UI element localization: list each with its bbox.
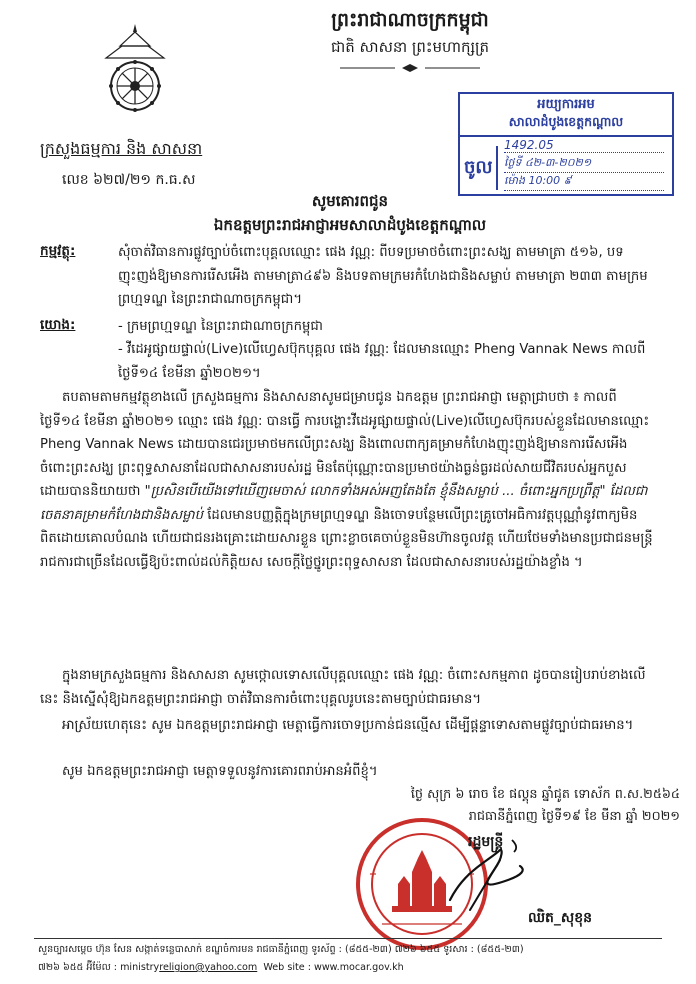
body-paragraph-1-part2: ដែលមានបញ្ញត្តិក្នុងក្រមព្រហ្មទណ្ឌ និងចោទបន្ថែមលើព្រះគ្រូចៅអធិការវត្តបុណ្ណាំនូវពាក្យមិនពិតដោយគោលបំណង ហើយជាជនរងគ្រោះដោយសារខ្លួន ព្រោះខ្លាចគេចាប់ខ្លួនមិនហ៊ានចូលវត្ត ហើយថែមទាំងមានប្រជាជនមន្ត្រីរាជការជាច្រើនដែលធ្វើឱ្យប៉ះពាល់ដល់កិត្តិយស សេចក្ដីថ្លៃថ្នូរព្រះពុទ្ធសាសនា ដែលជាសាសនារបស់រដ្ឋយ៉ាងខ្លាំង ។: [40, 507, 653, 570]
stamp-field3: ម៉ោង 10:00 ៩: [504, 174, 664, 191]
stamp-line2: សាលាដំបូងខេត្តកណ្ដាល: [460, 114, 672, 137]
signature-icon: [430, 830, 540, 920]
received-stamp: [458, 92, 674, 196]
body-paragraph-1: [40, 386, 653, 574]
body-paragraph-1-part1: តបតាមតាមកម្មវត្ថុខាងលើ ក្រសួងធម្មការ និងសាសនាសូមជម្រាបជូន ឯកឧត្តម ព្រះរាជអាជ្ញា មេត្តាជ្រាបថា ៖ កាលពីថ្ងៃទី១៤ ខែមីនា ឆ្នាំ២០២១ ឈ្មោះ ផេង វណ្ណ: បានធ្វើ ការបង្ហោះវីដេអូផ្សាយផ្ទាល់(Live)លើហ្វេសប៊ុករបស់ខ្លួនដែលមានឈ្មោះ Pheng Vannak News ដោយបានជេរប្រមាថមកលើព្រះសង្ឃ និងពោលពាក្យគម្រាមកំហែងញុះញង់ឱ្យមានការរើសអើងចំពោះព្រះសង្ឃ ព្រះពុទ្ធសាសនាដែលជាសាសនារបស់រដ្ឋ មិនតែប៉ុណ្ណោះបានប្រមាថយ៉ាងធ្ងន់ធ្ងរដល់សាយជីវិតរបស់អ្នកបួស ដោយបាននិយាយថា: [40, 390, 650, 499]
recipient: ឯកឧត្តមព្រះរាជអាជ្ញាអមសាលាដំបូងខេត្តកណ្ដាល: [213, 216, 487, 234]
footer-contact: [38, 961, 668, 975]
footer-website[interactable]: Web site : www.mocar.gov.kh: [263, 962, 404, 973]
reference-label: យោង:: [40, 317, 76, 333]
lunar-date: ថ្ងៃ សុក្រ ៦ រោច ខែ ផល្គុន ឆ្នាំជូត ទោស័ក ព.ស.២៥៦៤: [410, 787, 680, 802]
reference-item-1: - ក្រមព្រហ្មទណ្ឌ នៃព្រះរាជាណាចក្រកម្ពុជា: [118, 319, 323, 334]
footer-contact-prefix: ៧២៦ ៦៥៥ អ៊ីម៉ែល : ministry: [38, 962, 160, 973]
ministry-name: ក្រសួងធម្មការ និង សាសនា: [40, 139, 203, 158]
greeting: សូមគោរពជូន: [311, 192, 389, 210]
ministry-emblem-icon: [100, 22, 170, 122]
reference-item-2: - វីដេអូផ្សាយផ្ទាល់(Live)លើហ្វេសប៊ុកបុគ្គល ផេង វណ្ណ: ដែលមានឈ្មោះ Pheng Vannak News កាលពីថ្ងៃទី១៤ ខែមីនា ឆ្នាំ២០២១។: [118, 342, 646, 381]
footer-address: សួនច្បារសម្តេច ហ៊ុន សែន សង្កាត់ទន្លេបាសាក់ ខណ្ឌចំការមន រាជធានីភ្នំពេញ ទូរស័ព្ទ : (៨៥៥-២៣) ៧២៦ ៦៥៥ ទូរសារ : (៨៥៥-២៣): [38, 944, 524, 955]
signatory-title: រដ្ឋមន្ត្រី: [468, 834, 504, 850]
kingdom-title: ព្រះរាជាណាចក្រកម្ពុជា: [331, 9, 489, 31]
signatory-name: ឈិត_សុខុន: [527, 910, 593, 926]
subject-label: កម្មវត្ថុ:: [40, 243, 76, 259]
stamp-field1: 1492.05: [504, 138, 664, 153]
solar-date: រាជធានីភ្នំពេញ ថ្ងៃទី១៩ ខែ មីនា ឆ្នាំ ២០២១: [468, 809, 680, 824]
footer-divider: [34, 938, 662, 939]
footer-email-link[interactable]: religion@yahoo.com: [159, 962, 258, 973]
stamp-line1: អយ្យការអម: [537, 97, 595, 112]
motto-ornament: [330, 62, 490, 77]
body-paragraph-2: ក្នុងនាមក្រសួងធម្មការ និងសាសនា សូមថ្កោលទោសលើបុគ្គលឈ្មោះ ផេង វណ្ណ: ចំពោះសកម្មភាព ដូចបានរៀបរាប់ខាងលើនេះ និងស្នើសុំឱ្យឯកឧត្តមព្រះរាជអាជ្ញា ចាត់វិធានការចំពោះបុគ្គលរូបនេះតាមច្បាប់ជាធរមាន។: [40, 668, 646, 707]
reference-number: លេខ ៦២៧/២១ ក.ធ.ស: [62, 172, 196, 188]
subject-text: សុំចាត់វិធានការផ្លូវច្បាប់ចំពោះបុគ្គលឈ្មោះ ផេង វណ្ណ: ពីបទប្រមាថចំពោះព្រះសង្ឃ តាមមាត្រា ៥១៦, បទញុះញង់ឱ្យមានការរើសអើង តាមមាត្រា៤៩៦ និងបទតាមក្រមរកំហែងជានិងសម្លាប់ តាមមាត្រា ២៣៣ តាមក្រមព្រហ្មទណ្ឌ នៃព្រះរាជាណាចក្រកម្ពុជា។: [118, 245, 648, 307]
ornament-divider-icon: [330, 62, 490, 74]
body-paragraph-4: សូម ឯកឧត្តមព្រះរាជអាជ្ញា មេត្តាទទួលនូវការគោរពរាប់អានអំពីខ្ញុំ។: [62, 764, 378, 779]
stamp-side-label: ចូល: [464, 146, 498, 190]
kingdom-motto: ជាតិ សាសនា ព្រះមហាក្សត្រ: [330, 38, 490, 56]
body-paragraph-3: អាស្រ័យហេតុនេះ សូម ឯកឧត្តមព្រះរាជអាជ្ញា មេត្តាធ្វើការចោទប្រកាន់ជនល្មើស ដើម្បីផ្តន្ទាទោសតាមផ្លូវច្បាប់ជាធរមាន។: [62, 718, 634, 733]
stamp-field2: ថ្ងៃទី ៤២-៣-២០២១: [504, 156, 664, 173]
body-paragraph-1-quote: "ប្រសិនបើយើងទៅឃើញមេចាស់ លោកទាំងអស់អញតែងតែ ខ្ញុំនឹងសម្លាប់ ... ចំពោះអ្នកប្រព្រឹត្ត" ដែលជាចេតនាគម្រាមកំហែងជានិងសម្លាប់: [40, 484, 648, 523]
